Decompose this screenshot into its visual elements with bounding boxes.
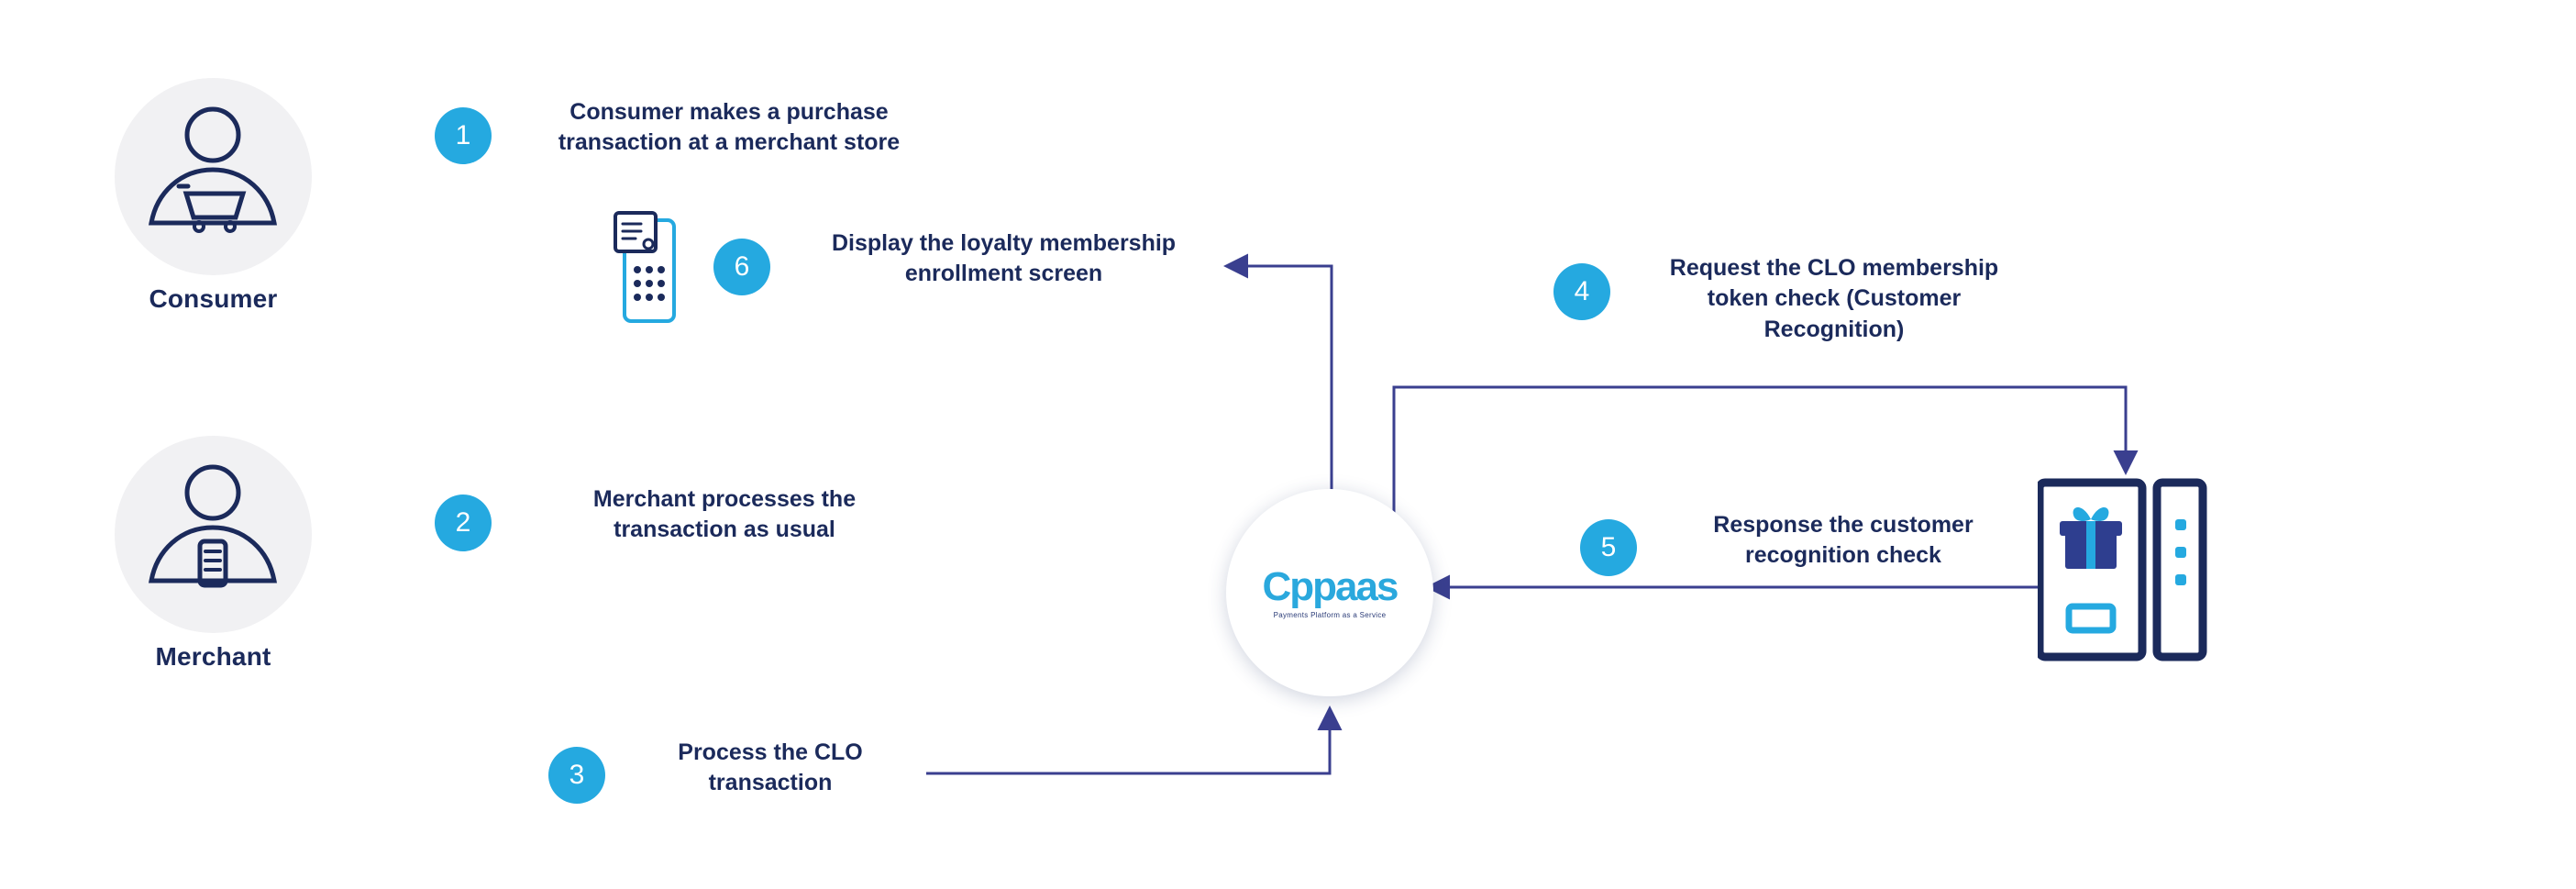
actor-consumer bbox=[115, 78, 312, 314]
step-5-badge: 5 bbox=[1580, 519, 1637, 576]
step-3-badge: 3 bbox=[548, 747, 605, 804]
cppaas-logo: Cppaas bbox=[1262, 563, 1398, 609]
actor-merchant bbox=[115, 436, 312, 672]
step-6-text: Display the loyalty membership enrollment screen bbox=[831, 230, 1177, 287]
cppaas-hub bbox=[1226, 489, 1433, 696]
actor-merchant-label: Merchant bbox=[155, 642, 271, 671]
payment-terminal-icon bbox=[610, 211, 681, 330]
consumer-cart-icon bbox=[115, 78, 312, 275]
step-4-text: Request the CLO membership token check (Customer Recognition) bbox=[1669, 255, 1999, 342]
step-3-text: Process the CLO transaction bbox=[678, 739, 863, 796]
merchant-pos-icon bbox=[115, 436, 312, 633]
step-2-badge: 2 bbox=[435, 495, 492, 551]
step-1-text: Consumer makes a purchase transaction at a merchant store bbox=[558, 99, 901, 156]
cppaas-logo-subtitle: Payments Platform as a Service bbox=[1273, 610, 1387, 619]
actor-consumer-label: Consumer bbox=[149, 284, 278, 313]
step-5-text: Response the customer recognition check bbox=[1713, 512, 1973, 569]
step-4-badge: 4 bbox=[1553, 263, 1610, 320]
step-6-badge: 6 bbox=[713, 239, 770, 295]
merchant-disc bbox=[115, 436, 312, 633]
step-1-badge: 1 bbox=[435, 107, 492, 164]
step-2-text: Merchant processes the transaction as usual bbox=[592, 486, 857, 543]
consumer-disc bbox=[115, 78, 312, 275]
gift-kiosk-icon bbox=[2038, 475, 2207, 668]
